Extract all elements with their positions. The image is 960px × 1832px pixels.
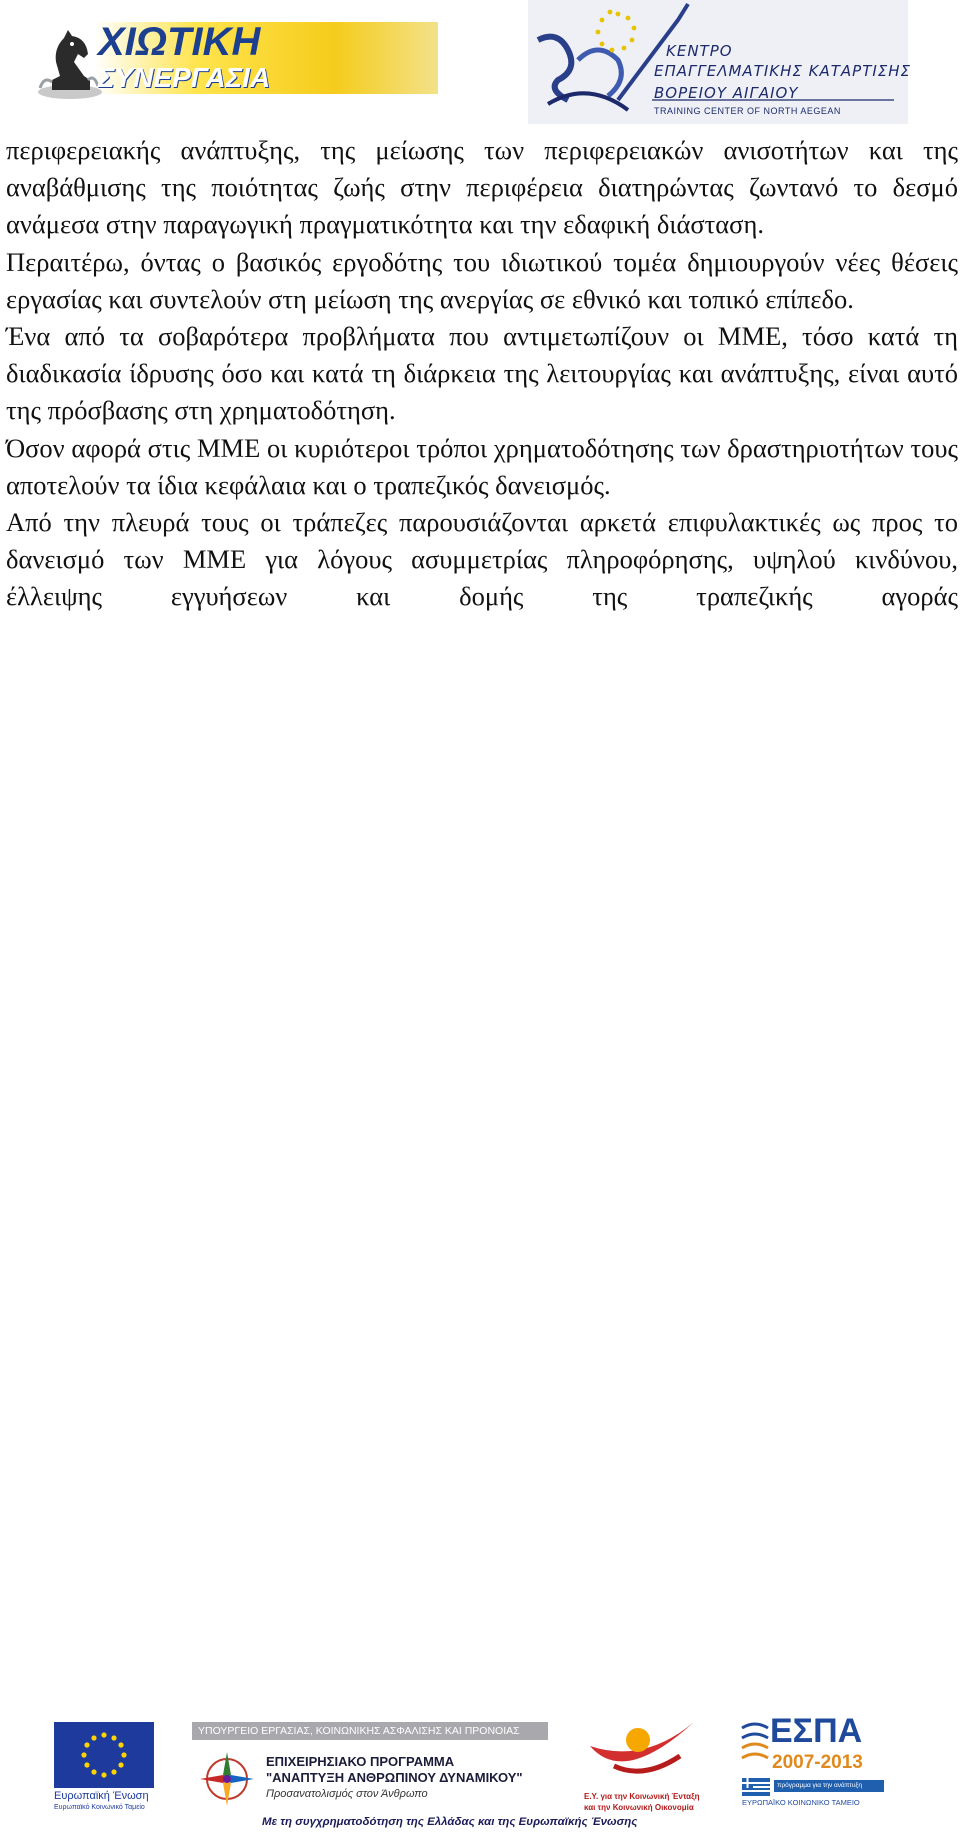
eu-label: Ευρωπαϊκή Ένωση (54, 1790, 149, 1802)
paragraph: Από την πλευρά τους οι τράπεζες παρουσιάζονται αρκετά επιφυλακτικές ως προς το δανεισμό των ΜΜΕ για λόγους ασυμμετρίας πληροφόρησης, υψηλού κινδύνου, έλλειψης εγγυήσεων και δομής της τραπεζικής αγοράς (6, 507, 958, 612)
cofinancing-statement: Με τη συγχρηματοδότηση της Ελλάδας και της Ευρωπαϊκής Ένωσης (262, 1816, 638, 1828)
social-inclusion-swoosh-icon (584, 1716, 704, 1788)
espa-waves-icon (740, 1718, 770, 1774)
kek-line1: ΚΕΝΤΡΟ (666, 42, 733, 60)
programme-line3: Προσανατολισμός στον Άνθρωπο (266, 1788, 428, 1800)
espa-tagline: πρόγραμμα για την ανάπτυξη (774, 1780, 884, 1792)
paragraph: Περαιτέρω, όντας ο βασικός εργοδότης του ιδιωτικού τομέα δημιουργούν νέες θέσεις εργασίας και συντελούν στη μείωση της ανεργίας σε εθνικό και τοπικό επίπεδο. (6, 246, 958, 314)
kek-line4: TRAINING CENTER OF NORTH AEGEAN (654, 106, 841, 116)
espa-fund-label: ΕΥΡΩΠΑΪΚΟ ΚΟΙΝΩΝΙΚΟ ΤΑΜΕΙΟ (742, 1798, 860, 1807)
programme-line2: "ΑΝΑΠΤΥΞΗ ΑΝΘΡΩΠΙΝΟΥ ΔΥΝΑΜΙΚΟΥ" (266, 1770, 523, 1785)
espa-years: 2007-2013 (772, 1752, 863, 1773)
compass-rose-icon (198, 1750, 256, 1808)
chess-knight-icon (34, 18, 106, 100)
eu-fund-label: Ευρωπαϊκό Κοινωνικό Ταμείο (54, 1804, 145, 1811)
programme-line1: ΕΠΙΧΕΙΡΗΣΙΑΚΟ ΠΡΟΓΡΑΜΜΑ (266, 1754, 455, 1769)
document-body (6, 132, 958, 616)
paragraph: Όσον αφορά στις ΜΜΕ οι κυριότεροι τρόποι χρηματοδότησης των δραστηριοτήτων τους αποτελούν τα ίδια κεφάλαια και ο τραπεζικός δανεισμός. (6, 432, 958, 500)
kek-north-aegean-logo (528, 0, 912, 124)
page-header (0, 0, 960, 128)
ey-line1: Ε.Υ. για την Κοινωνική Ένταξη (584, 1792, 700, 1801)
ey-line2: και την Κοινωνική Οικονομία (584, 1803, 694, 1812)
logo-title-line1: ΧΙΩΤΙΚΗ (98, 20, 261, 64)
kek-line2: ΕΠΑΓΓΕΛΜΑΤΙΚΗΣ ΚΑΤΑΡΤΙΣΗΣ (654, 62, 912, 80)
paragraph: περιφερειακής ανάπτυξης, της μείωσης των περιφερειακών ανισοτήτων και της αναβάθμισης της ποιότητας ζωής στην περιφέρεια διατηρώντας ζωντανό το δεσμό ανάμεσα στην παραγωγική πραγματικότητα και την εδαφική διάσταση. (6, 135, 958, 240)
eu-flag-icon (54, 1722, 154, 1788)
logo-title-line2: ΣΥΝΕΡΓΑΣΙΑ (98, 62, 271, 93)
ministry-banner: ΥΠΟΥΡΓΕΙΟ ΕΡΓΑΣΙΑΣ, ΚΟΙΝΩΝΙΚΗΣ ΑΣΦΑΛΙΣΗΣ ΚΑΙ ΠΡΟΝΟΙΑΣ (192, 1722, 548, 1740)
greek-flag-icon (742, 1778, 770, 1796)
page-footer (0, 1712, 960, 1832)
paragraph: Ένα από τα σοβαρότερα προβλήματα που αντιμετωπίζουν οι ΜΜΕ, τόσο κατά τη διαδικασία ίδρυσης όσο και κατά τη διάρκεια της λειτουργίας και ανάπτυξης, είναι αυτό της πρόσβασης στη χρηματοδότηση. (6, 321, 958, 426)
kek-line3: ΒΟΡΕΙΟΥ ΑΙΓΑΙΟΥ (654, 84, 799, 102)
xiotiki-synergasia-logo (34, 18, 438, 100)
espa-title: ΕΣΠΑ (770, 1712, 863, 1750)
